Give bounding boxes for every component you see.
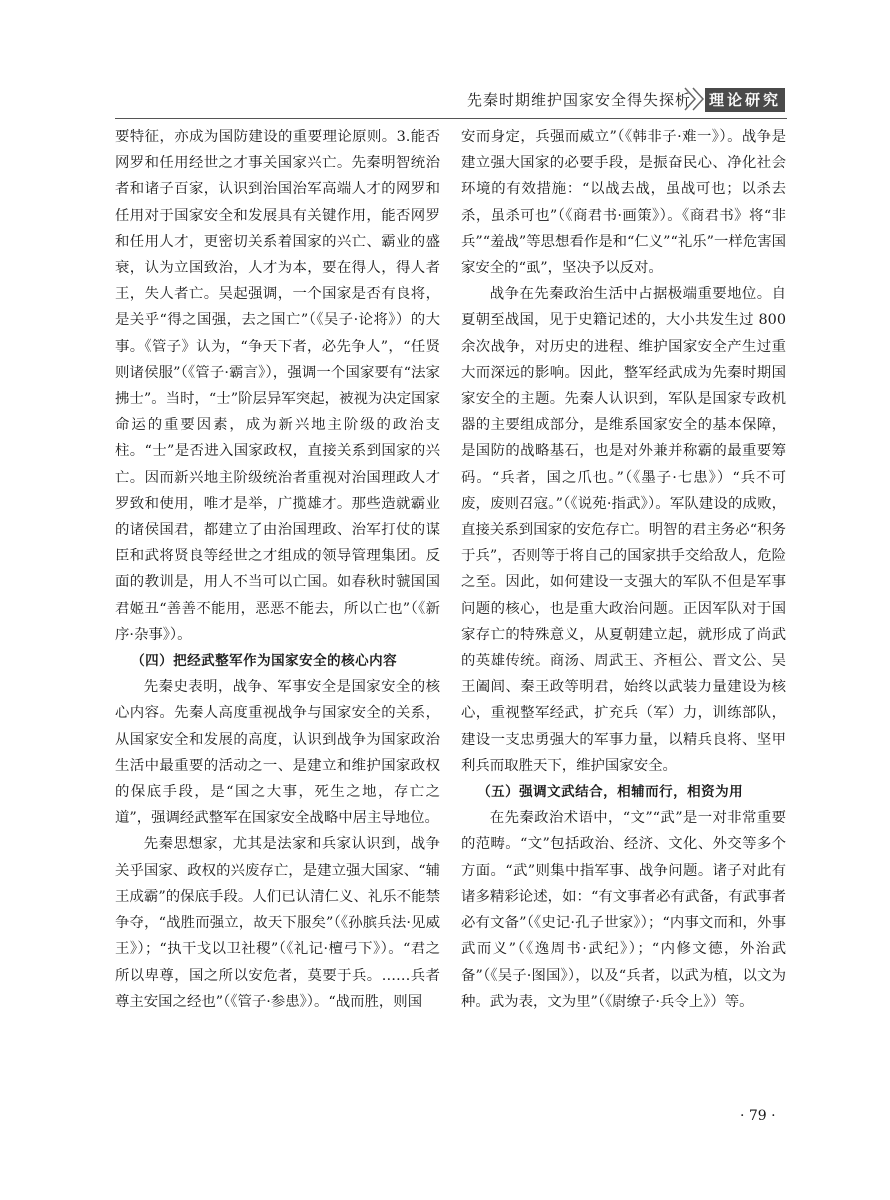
running-header bbox=[115, 82, 787, 120]
paragraph: 战争在先秦政治生活中占据极端重要地位。自夏朝至战国，见于史籍记述的，大小共发生过 800 余次战争，对历史的进程、维护国家安全产生过重大而深远的影响。因此，整军经武成为先秦时期国家安全的主题。先秦人认识到，军队是国家专政机器的主要组成部分，是维系国家安全的基本保障，是国防的战略基石，也是对外兼并称霸的最重要筹码。“兵者，国之爪也。”（《墨子·七患》）“兵不可废，废则召寇。”（《说苑·指武》）。军队建设的成败，直接关系到国家的安危存亡。明智的君主务必“积务于兵”，否则等于将自己的国家拱手交给敌人，危险之至。因此，如何建设一支强大的军队不但是军事问题的核心，也是重大政治问题。正因军队对于国家存亡的特殊意义，从夏朝建立起，就形成了尚武的英雄传统。商汤、周武王、齐桓公、晋文公、吴王阖闾、秦王政等明君，始终以武装力量建设为核心，重视整军经武，扩充兵（军）力，训练部队，建设一支忠勇强大的军事力量，以精兵良将、坚甲利兵而取胜天下，维护国家安全。 bbox=[461, 286, 786, 774]
running-title: 先秦时期维护国家安全得失探析 bbox=[467, 91, 692, 109]
paragraph: 在先秦政治术语中，“文”“武”是一对非常重要的范畴。“文”包括政治、经济、文化、外交等多个方面。“武”则集中指军事、战争问题。诸子对此有诸多精彩论述，如：“有文事者必有武备，有武事者必有文备”（《史记·孔子世家》）；“内事文而和，外事武而义”（《逸周书·武纪》）；“内修文德，外治武备”（《吴子·图国》），以及“兵者，以武为植，以文为种。武为表，文为里”（《尉缭子·兵令上》）等。 bbox=[461, 810, 786, 1010]
paragraph: 先秦思想家，尤其是法家和兵家认识到，战争关乎国家、政权的兴废存亡，是建立强大国家、“辅王成霸”的保底手段。人们已认清仁义、礼乐不能禁争夺，“战胜而强立，故天下服矣”（《孙膑兵法·见威王》）；“执干戈以卫社稷”（《礼记·檀弓下》）。“君之所以卑尊，国之所以安危者，莫要于兵。……兵者尊主安国之经也”（《管子·参患》）。“战而胜，则国 bbox=[115, 836, 440, 1010]
section-heading: （四）把经武整军作为国家安全的核心内容 bbox=[131, 653, 398, 670]
paragraph: 要特征，亦成为国防建设的重要理论原则。3.能否网罗和任用经世之才事关国家兴亡。先秦明智统治者和诸子百家，认识到治国治军高端人才的网罗和任用对于国家安全和发展具有关键作用，能否网罗和任用人才，更密切关系着国家的兴亡、霸业的盛衰，认为立国致治，人才为本，要在得人，得人者王，失人者亡。吴起强调，一个国家是否有良将，是关乎“得之国强，去之国亡”（《吴子·论将》）的大事。《管子》认为，“争天下者，必先争人”，“任贤则诸侯服”（《管子·霸言》），强调一个国家要有“法家拂士”。当时，“士”阶层异军突起，被视为决定国家命运的重要因素，成为新兴地主阶级的政治支柱。“士”是否进入国家政权，直接关系到国家的兴亡。因而新兴地主阶级统治者重视对治国理政人才罗致和使用，唯才是举，广揽雄才。那些造就霸业的诸侯国君，都建立了由治国理政、治军打仗的谋臣和武将贤良等经世之才组成的领导管理集团。反面的教训是，用人不当可以亡国。如春秋时虢国国君姬丑“善善不能用，恶恶不能去，所以亡也”（《新序·杂事》）。 bbox=[115, 129, 440, 643]
header-rule bbox=[115, 118, 787, 119]
section-heading: （五）强调文武结合，相辅而行，相资为用 bbox=[477, 784, 744, 801]
paragraph: 安而身定，兵强而威立”（《韩非子·难一》）。战争是建立强大国家的必要手段，是振奋民心、净化社会环境的有效措施：“以战去战，虽战可也；以杀去杀，虽杀可也”（《商君书·画策》）。《商君书》将“非兵”“羞战”等思想看作是和“仁义”“礼乐”一样危害国家安全的“虱”，坚决予以反对。 bbox=[461, 129, 786, 277]
paragraph: 先秦史表明，战争、军事安全是国家安全的核心内容。先秦人高度重视战争与国家安全的关系，从国家安全和发展的高度，认识到战争为国家政治生活中最重要的活动之一、是建立和维护国家政权的保底手段，是“国之大事，死生之地，存亡之道”，强调经武整军在国家安全战略中居主导地位。 bbox=[115, 679, 440, 827]
page-number: · 79 · bbox=[740, 1108, 776, 1124]
left-column bbox=[115, 124, 440, 1015]
section-badge: 理论研究 bbox=[705, 88, 785, 112]
right-column bbox=[461, 124, 786, 1015]
